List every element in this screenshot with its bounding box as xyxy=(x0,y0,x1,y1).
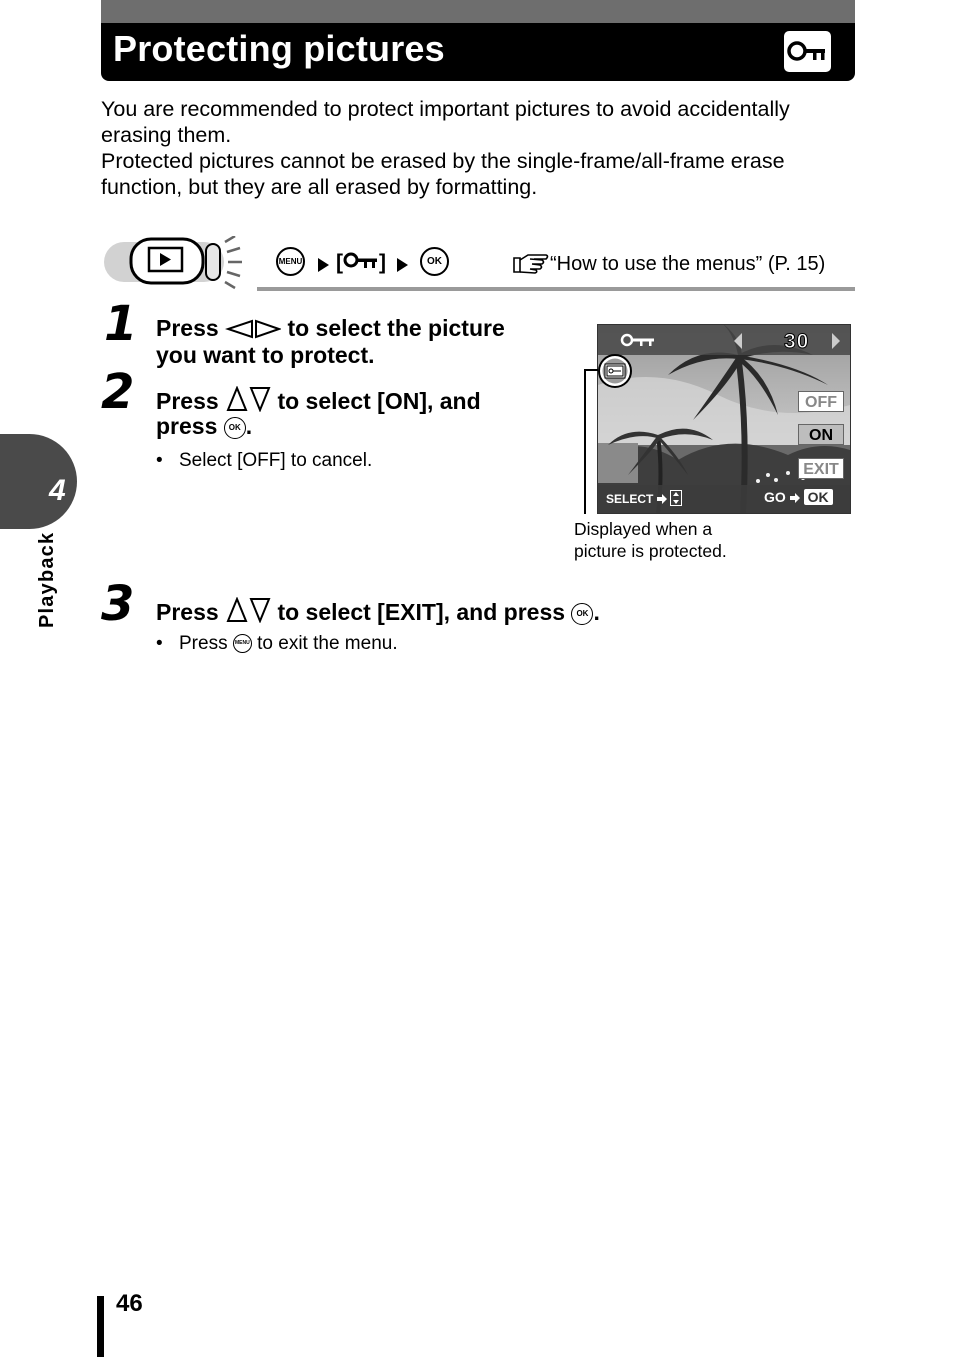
step-1-line-1 xyxy=(156,315,505,342)
chapter-number: 4 xyxy=(49,474,66,507)
arrow-right-icon xyxy=(657,494,667,504)
key-icon xyxy=(343,252,379,270)
step-text: Press xyxy=(156,599,219,625)
arrow-right-icon xyxy=(318,258,330,277)
key-icon xyxy=(620,332,656,348)
menu-button-icon: MENU xyxy=(276,247,305,276)
step-text: to select [EXIT], and press xyxy=(277,599,566,625)
step-text: . xyxy=(593,599,600,625)
go-label xyxy=(764,489,833,505)
bracket-close: ] xyxy=(379,251,386,274)
go-text: GO xyxy=(764,489,786,505)
step-3-note: • Press MENU to exit the menu. xyxy=(156,633,398,654)
protect-key-icon xyxy=(784,31,831,72)
ok-badge: OK xyxy=(804,489,833,505)
arrow-right-icon xyxy=(790,493,800,503)
triangle-left-icon xyxy=(733,333,743,349)
step-1-line-2: you want to protect. xyxy=(156,342,375,368)
step-text: to select [ON], and xyxy=(277,388,481,414)
step-number-2: 2 xyxy=(101,364,135,420)
up-down-key-icon xyxy=(670,490,682,506)
menu-reference xyxy=(512,252,825,276)
chapter-label: Playback xyxy=(36,531,58,628)
playback-button-graphic xyxy=(103,236,248,297)
page-number: 46 xyxy=(116,1290,143,1317)
reference-text: “How to use the menus” (P. 15) xyxy=(550,253,826,275)
triangle-right-icon xyxy=(831,333,841,349)
step-text: press xyxy=(156,413,218,439)
caption-line-2: picture is protected. xyxy=(574,541,727,561)
option-exit: EXIT xyxy=(798,458,844,479)
step-number-1: 1 xyxy=(104,296,138,352)
step-2-line-1 xyxy=(156,386,481,415)
menu-button-icon: MENU xyxy=(233,634,252,653)
intro-paragraph-1: You are recommended to protect important pictures to avoid accidentally erasing them. xyxy=(101,97,790,147)
arrow-right-icon xyxy=(397,258,409,277)
frame-number: 30 xyxy=(784,330,810,353)
left-right-arrows-icon xyxy=(225,319,281,339)
note-text: to exit the menu. xyxy=(257,633,398,654)
screen-caption xyxy=(574,518,727,562)
step-text: to select the picture xyxy=(287,315,505,341)
step-text: Press xyxy=(156,388,219,414)
protect-indicator-icon xyxy=(597,353,633,394)
pointing-hand-icon xyxy=(512,252,550,274)
leader-line-vertical xyxy=(584,369,586,514)
header-top-band xyxy=(101,0,855,23)
step-3-line-1 xyxy=(156,597,600,626)
page-number-bar xyxy=(97,1296,104,1357)
intro-text xyxy=(101,96,861,200)
up-down-arrows-icon xyxy=(225,386,271,412)
step-text: Press xyxy=(156,315,219,341)
leader-line-horizontal xyxy=(584,369,598,371)
camera-screen xyxy=(597,324,851,514)
step-2-note: • Select [OFF] to cancel. xyxy=(156,450,373,471)
ok-button-icon: OK xyxy=(571,603,593,625)
select-text: SELECT xyxy=(606,492,654,506)
protect-menu-item xyxy=(336,251,386,275)
page-title: Protecting pictures xyxy=(113,28,445,69)
option-on: ON xyxy=(798,424,844,445)
option-off: OFF xyxy=(798,391,844,412)
note-text: Press xyxy=(179,633,228,654)
menu-path-underline xyxy=(257,287,855,291)
up-down-arrows-icon xyxy=(225,597,271,623)
intro-paragraph-2: Protected pictures cannot be erased by the single-frame/all-frame erase function, but they are all erased by formatting. xyxy=(101,149,785,199)
note-text: Select [OFF] to cancel. xyxy=(179,450,373,471)
step-number-3: 3 xyxy=(101,576,135,632)
select-label xyxy=(606,490,682,506)
caption-line-1: Displayed when a xyxy=(574,519,713,539)
bracket-open: [ xyxy=(336,251,343,274)
step-text: . xyxy=(245,413,253,439)
step-2-line-2 xyxy=(156,413,252,440)
ok-button-icon: OK xyxy=(224,417,246,439)
ok-button-icon: OK xyxy=(420,247,449,276)
